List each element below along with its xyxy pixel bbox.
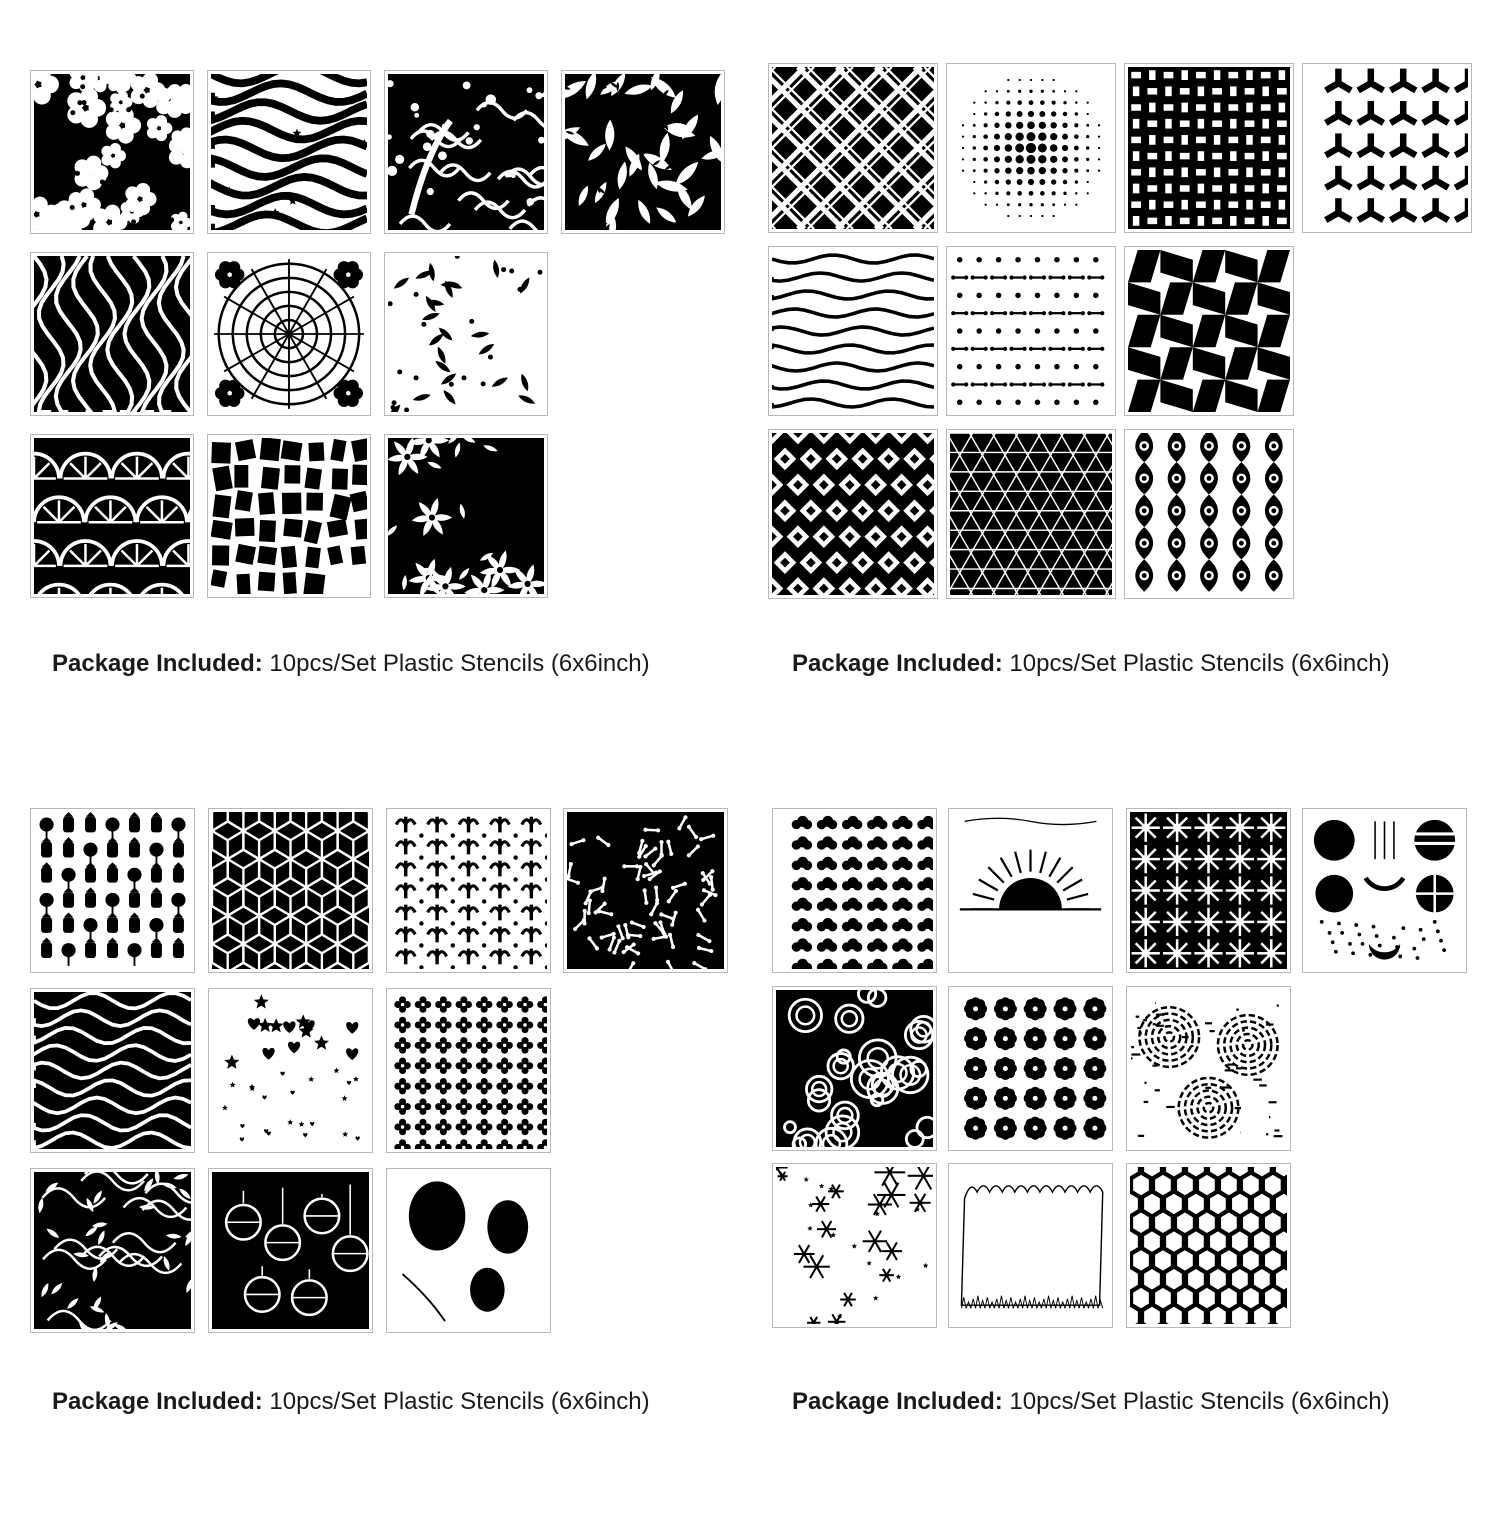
stencil-tile[interactable] bbox=[1124, 63, 1294, 233]
stencil-tile[interactable] bbox=[1126, 808, 1291, 973]
package-caption bbox=[792, 650, 1390, 678]
fan-petals-icon bbox=[1130, 812, 1287, 969]
package-caption bbox=[52, 650, 650, 678]
stencil-tile[interactable] bbox=[208, 1168, 373, 1333]
maze-circles-icon bbox=[1130, 990, 1287, 1147]
stencil-tile[interactable] bbox=[772, 1163, 937, 1328]
stencil-tile[interactable] bbox=[1124, 429, 1294, 599]
stencil-tile[interactable] bbox=[208, 988, 373, 1153]
caption-text: 10pcs/Set Plastic Stencils (6x6inch) bbox=[269, 1388, 649, 1415]
stencil-tile[interactable] bbox=[30, 1168, 195, 1333]
stencil-tile[interactable] bbox=[384, 434, 548, 598]
fairy-swirls-icon bbox=[388, 74, 544, 230]
stencil-tile[interactable] bbox=[386, 988, 551, 1153]
caption-label: Package Included: bbox=[792, 1388, 1003, 1415]
stencil-tile[interactable] bbox=[772, 986, 937, 1151]
stencil-tile[interactable] bbox=[948, 986, 1113, 1151]
clouds-icon bbox=[776, 812, 933, 969]
stencil-tile[interactable] bbox=[1126, 986, 1291, 1151]
snowflakes-icon bbox=[776, 1167, 933, 1324]
damask-rows-icon bbox=[390, 812, 547, 969]
candies-icon bbox=[34, 812, 191, 969]
cloud-frame-grass-icon bbox=[952, 1167, 1109, 1324]
triangle-grid-icon bbox=[950, 433, 1112, 595]
stencil-tile[interactable] bbox=[1126, 1163, 1291, 1328]
hearts-and-stars-icon bbox=[212, 992, 369, 1149]
ogee-loops-icon bbox=[1128, 433, 1290, 595]
stencil-tile[interactable] bbox=[948, 808, 1113, 973]
stencil-tile[interactable] bbox=[30, 252, 194, 416]
stencil-tile[interactable] bbox=[384, 70, 548, 234]
stencil-tile[interactable] bbox=[768, 246, 938, 416]
bow-tie-tiles-icon bbox=[1128, 250, 1290, 412]
stencil-tile[interactable] bbox=[30, 70, 194, 234]
stencil-set-panel-4 bbox=[772, 808, 1492, 1528]
wavy-lines-icon bbox=[772, 250, 934, 412]
stencil-tile[interactable] bbox=[768, 63, 938, 233]
stencil-tile[interactable] bbox=[30, 808, 195, 973]
planets-and-arrows-icon bbox=[1306, 812, 1463, 969]
leaves-icon bbox=[565, 74, 721, 230]
balloons-icon bbox=[390, 1172, 547, 1329]
flowers-icon bbox=[34, 74, 190, 230]
stencil-tile[interactable] bbox=[386, 808, 551, 973]
wave-bands-icon bbox=[34, 992, 191, 1149]
hexagon-grid-icon bbox=[1130, 1167, 1287, 1324]
stencil-tile[interactable] bbox=[563, 808, 728, 973]
plaid-lattice-icon bbox=[772, 67, 934, 229]
caption-text: 10pcs/Set Plastic Stencils (6x6inch) bbox=[1009, 650, 1389, 677]
caption-label: Package Included: bbox=[52, 650, 263, 677]
stencil-tile[interactable] bbox=[946, 429, 1116, 599]
dot-dash-rows-icon bbox=[950, 250, 1112, 412]
stencil-tile[interactable] bbox=[207, 70, 371, 234]
stencil-tile[interactable] bbox=[946, 246, 1116, 416]
geometric-blocks-icon bbox=[1128, 67, 1290, 229]
stencil-tile[interactable] bbox=[1124, 246, 1294, 416]
caption-label: Package Included: bbox=[52, 1388, 263, 1415]
dotted-sphere-icon bbox=[950, 67, 1112, 229]
swirling-feathers-icon bbox=[34, 256, 190, 412]
package-caption bbox=[52, 1388, 650, 1416]
stencil-tile[interactable] bbox=[30, 988, 195, 1153]
stencil-tile[interactable] bbox=[561, 70, 725, 234]
bones-scatter-icon bbox=[567, 812, 724, 969]
floral-crosses-icon bbox=[390, 992, 547, 1149]
stencil-tile[interactable] bbox=[207, 252, 371, 416]
stencil-tile[interactable] bbox=[772, 808, 937, 973]
stencil-tile[interactable] bbox=[948, 1163, 1113, 1328]
stencil-tile[interactable] bbox=[946, 63, 1116, 233]
stencil-tile[interactable] bbox=[384, 252, 548, 416]
stencil-set-panel-1 bbox=[30, 70, 750, 790]
stencil-set-panel-3 bbox=[30, 808, 750, 1528]
diamond-lattice-icon bbox=[772, 433, 934, 595]
sunrise-icon bbox=[952, 812, 1109, 969]
package-caption bbox=[792, 1388, 1390, 1416]
stencil-tile[interactable] bbox=[1302, 808, 1467, 973]
poinsettia-icon bbox=[388, 438, 544, 594]
caption-label: Package Included: bbox=[792, 650, 1003, 677]
caption-text: 10pcs/Set Plastic Stencils (6x6inch) bbox=[1009, 1388, 1389, 1415]
holly-leaves-icon bbox=[388, 256, 544, 412]
bubbles-icon bbox=[776, 990, 933, 1147]
ornaments-icon bbox=[212, 1172, 369, 1329]
stencil-set-panel-2 bbox=[768, 63, 1488, 783]
mandala-lace-icon bbox=[211, 256, 367, 412]
stencil-tile[interactable] bbox=[208, 808, 373, 973]
art-deco-fans-icon bbox=[34, 438, 190, 594]
stencil-tile[interactable] bbox=[768, 429, 938, 599]
alphabet-letters-icon bbox=[211, 438, 367, 594]
stencil-tile[interactable] bbox=[1302, 63, 1472, 233]
tri-star-lattice-icon bbox=[1306, 67, 1468, 229]
daisy-flowers-icon bbox=[952, 990, 1109, 1147]
caption-text: 10pcs/Set Plastic Stencils (6x6inch) bbox=[269, 650, 649, 677]
waves-with-stars-icon bbox=[211, 74, 367, 230]
stencil-tile[interactable] bbox=[386, 1168, 551, 1333]
cube-lattice-icon bbox=[212, 812, 369, 969]
stencil-tile[interactable] bbox=[30, 434, 194, 598]
stencil-tile[interactable] bbox=[207, 434, 371, 598]
vine-leaves-icon bbox=[34, 1172, 191, 1329]
